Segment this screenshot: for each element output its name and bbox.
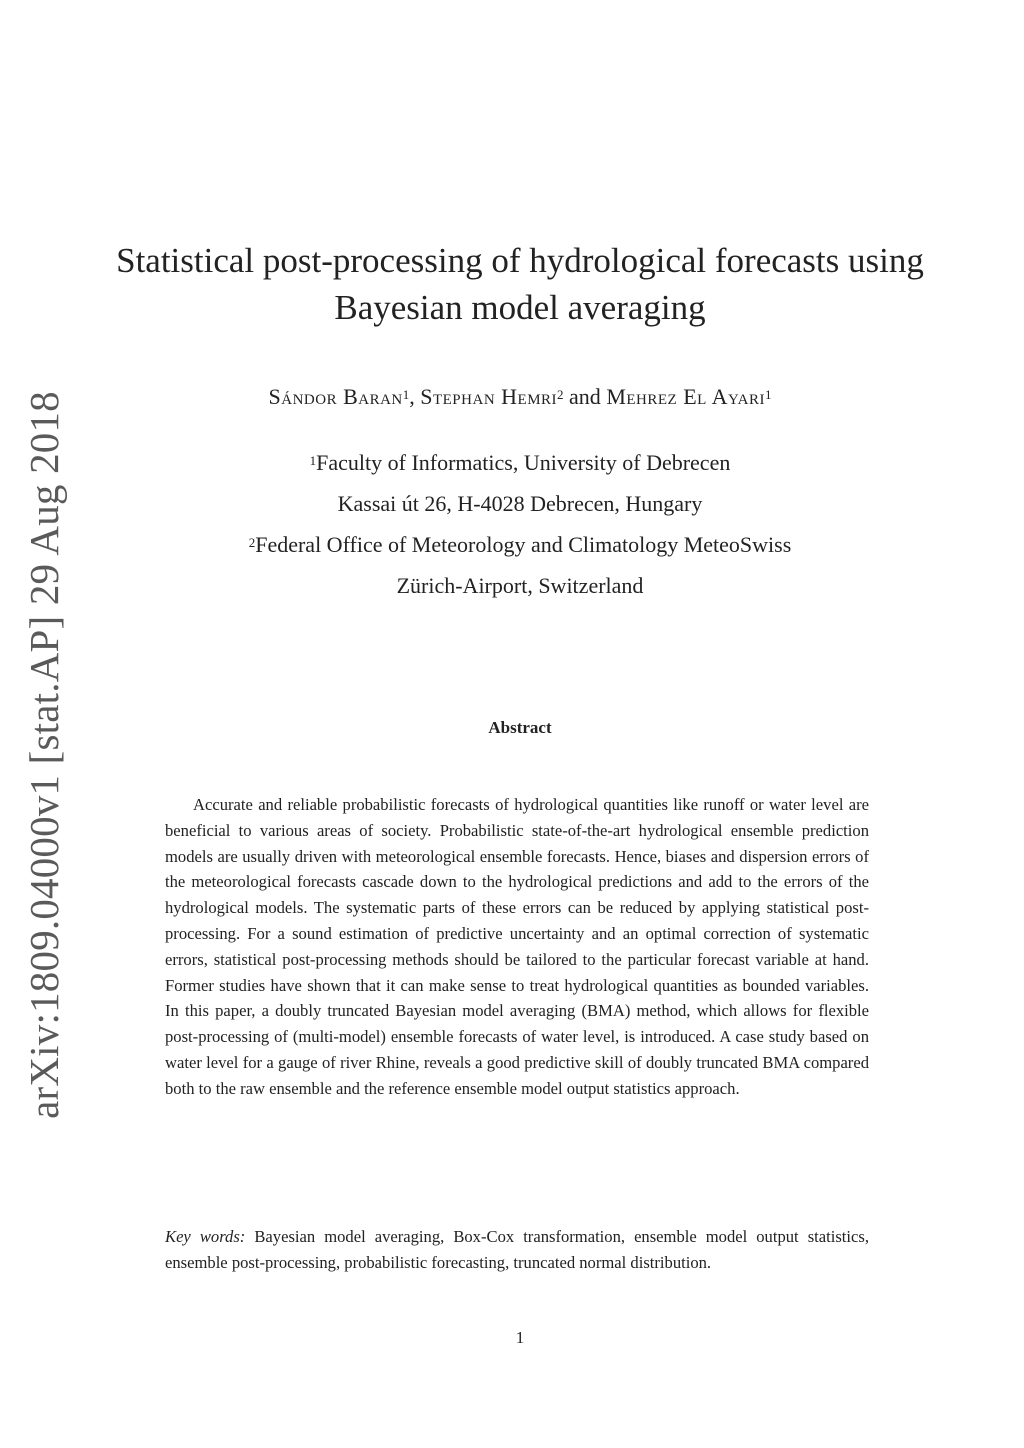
page-number: 1 bbox=[515, 1328, 525, 1347]
keywords-label: Key words: bbox=[165, 1227, 246, 1246]
author-list bbox=[90, 382, 950, 412]
affiliation-1-mark: 1 bbox=[309, 453, 317, 468]
keywords-text: Bayesian model averaging, Box-Cox transformation, ensemble model output statistics, ensemble post-processing, probabilistic forecasting, truncated normal distribution. bbox=[165, 1227, 870, 1272]
abstract-text: Accurate and reliable probabilistic forecasts of hydrological quantities like runoff or water level are beneficial to various areas of society. Probabilistic state-of-the-art hydrological ensemble prediction models are usually driven with meteorological ensemble forecasts. Hence, biases and dispersion errors of the meteorological forecasts cascade down to the hydrological predictions and add to the errors of the hydrological models. The systematic parts of these errors can be reduced by applying statistical post-processing. For a sound estimation of predictive uncertainty and an optimal correction of systematic errors, statistical post-processing methods should be tailored to the particular forecast variable at hand. Former studies have shown that it can make sense to treat hydrological quantities as bounded variables. In this paper, a doubly truncated Bayesian model averaging (BMA) method, which allows for flexible post-processing of (multi-model) ensemble forecasts of water level, is introduced. A case study based on water level for a gauge of river Rhine, reveals a good predictive skill of doubly truncated BMA compared both to the raw ensemble and the reference ensemble model output statistics approach. bbox=[165, 795, 869, 1098]
author-separator-1: , bbox=[409, 384, 421, 409]
arxiv-identifier-text: arXiv:1809.04000v1 [stat.AP] 29 Aug 2018 bbox=[21, 391, 67, 1119]
author-3-affiliation-mark: 1 bbox=[764, 387, 772, 402]
keywords-paragraph bbox=[165, 1224, 869, 1276]
affiliation-line-4 bbox=[90, 571, 950, 601]
paper-title-line-1: Statistical post-processing of hydrological forecasts using bbox=[116, 241, 924, 280]
author-3-name: Mehrez El Ayari bbox=[606, 384, 765, 409]
paper-title-line-2: Bayesian model averaging bbox=[334, 288, 706, 327]
author-1-name: Sándor Baran bbox=[268, 384, 403, 409]
affiliation-line-2 bbox=[90, 489, 950, 519]
affiliation-line-3 bbox=[90, 530, 950, 560]
abstract-heading: Abstract bbox=[488, 718, 552, 737]
affiliation-2-address: Zürich-Airport, Switzerland bbox=[396, 573, 644, 598]
author-2-affiliation-mark: 2 bbox=[557, 387, 564, 402]
affiliation-line-1 bbox=[90, 448, 950, 478]
affiliation-2-mark: 2 bbox=[248, 535, 256, 550]
paper-title bbox=[90, 237, 950, 331]
affiliation-2-text: Federal Office of Meteorology and Climatology MeteoSwiss bbox=[255, 532, 792, 557]
author-1-affiliation-mark: 1 bbox=[402, 387, 410, 402]
author-separator-2: and bbox=[563, 384, 607, 409]
arxiv-identifier-stamp bbox=[0, 0, 67, 1119]
affiliation-1-address: Kassai út 26, H-4028 Debrecen, Hungary bbox=[337, 491, 703, 516]
affiliation-1-text: Faculty of Informatics, University of Debrecen bbox=[316, 450, 731, 475]
author-2-name: Stephan Hemri bbox=[420, 384, 558, 409]
